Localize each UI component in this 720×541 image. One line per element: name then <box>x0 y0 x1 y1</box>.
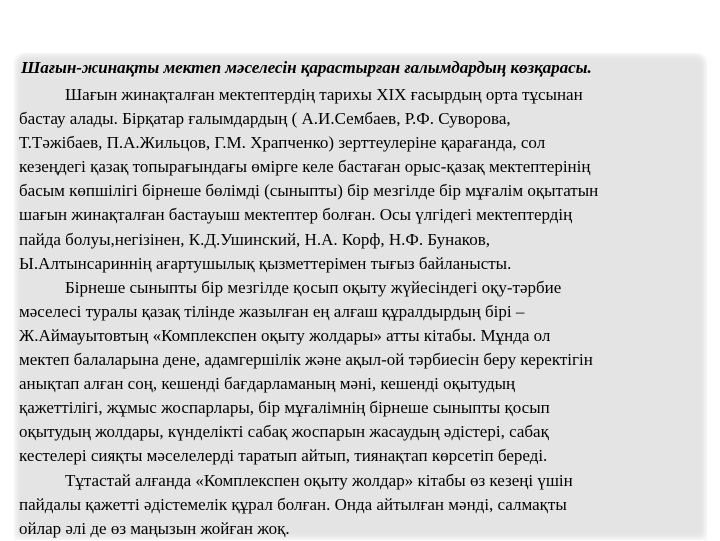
text-line: мәселесі туралы қазақ тілінде жазылған ең алғаш құралдырдың бірі – <box>19 301 525 321</box>
text-line: мектеп балаларына дене, адамгершілік және ақыл-ой тәрбиесін беру керектігін <box>19 350 593 370</box>
text-line: басым көпшілігі бірнеше бөлімді (сыныпты) бір мезгілде бір мұғалім оқытатын <box>19 181 599 201</box>
text-line: Шағын жинақталған мектептердің тарихы XIX ғасырдың орта тұсынан <box>65 85 583 104</box>
text-line: шағын жинақталған бастауыш мектептер болған. Осы үлгідегі мектептердің <box>19 205 573 225</box>
text-line: Тұтастай алғанда «Комплекспен оқыту жолдар» кітабы өз кезеңі үшін <box>65 470 573 490</box>
text-line: пайдалы қажетті әдістемелік құрал болған. Онда айтылған мәнді, салмақты <box>19 494 567 514</box>
text-line: бастау алады. Бірқатар ғалымдардың ( А.И.Сембаев, Р.Ф. Суворова, <box>19 109 511 129</box>
text-line: Т.Тәжібаев, П.А.Жильцов, Г.М. Храпченко) зерттеулеріне қарағанда, сол <box>19 133 546 153</box>
text-line: Бірнеше сыныпты бір мезгілде қосып оқыту жүйесіндегі оқу-тәрбие <box>65 277 562 297</box>
body-text <box>19 83 709 541</box>
text-line: оқытудың жолдары, күнделікті сабақ жоспарын жасаудың әдістері, сабақ <box>19 422 549 442</box>
text-line: пайда болуы,негізінен, К.Д.Ушинский, Н.А. Корф, Н.Ф. Бунаков, <box>19 229 490 249</box>
text-line: кестелері сияқты мәселелерді таратып айтып, тиянақтап көрсетіп береді. <box>19 446 548 466</box>
text-line: Ы.Алтынсариннің ағартушылық қызметтерімен тығыз байланысты. <box>19 253 512 273</box>
text-line: анықтап алған соң, кешенді бағдарламаның мәні, кешенді оқытудың <box>19 374 516 394</box>
text-line: ойлар әлі де өз маңызын жойған жоқ. <box>19 518 290 538</box>
text-line: Ж.Аймауытовтың «Комплекспен оқыту жолдары» атты кітабы. Мұнда ол <box>19 325 551 345</box>
text-line: қажеттілігі, жұмыс жоспарлары, бір мұғалімнің бірнеше сыныпты қосып <box>19 398 550 418</box>
slide-title: Шағын-жинақты мектеп мәселесін қарастырған ғалымдардың көзқарасы. <box>21 58 592 77</box>
text-line: кезеңдегі қазақ топырағындағы өмірге келе бастаған орыс-қазақ мектептерінің <box>19 157 591 177</box>
